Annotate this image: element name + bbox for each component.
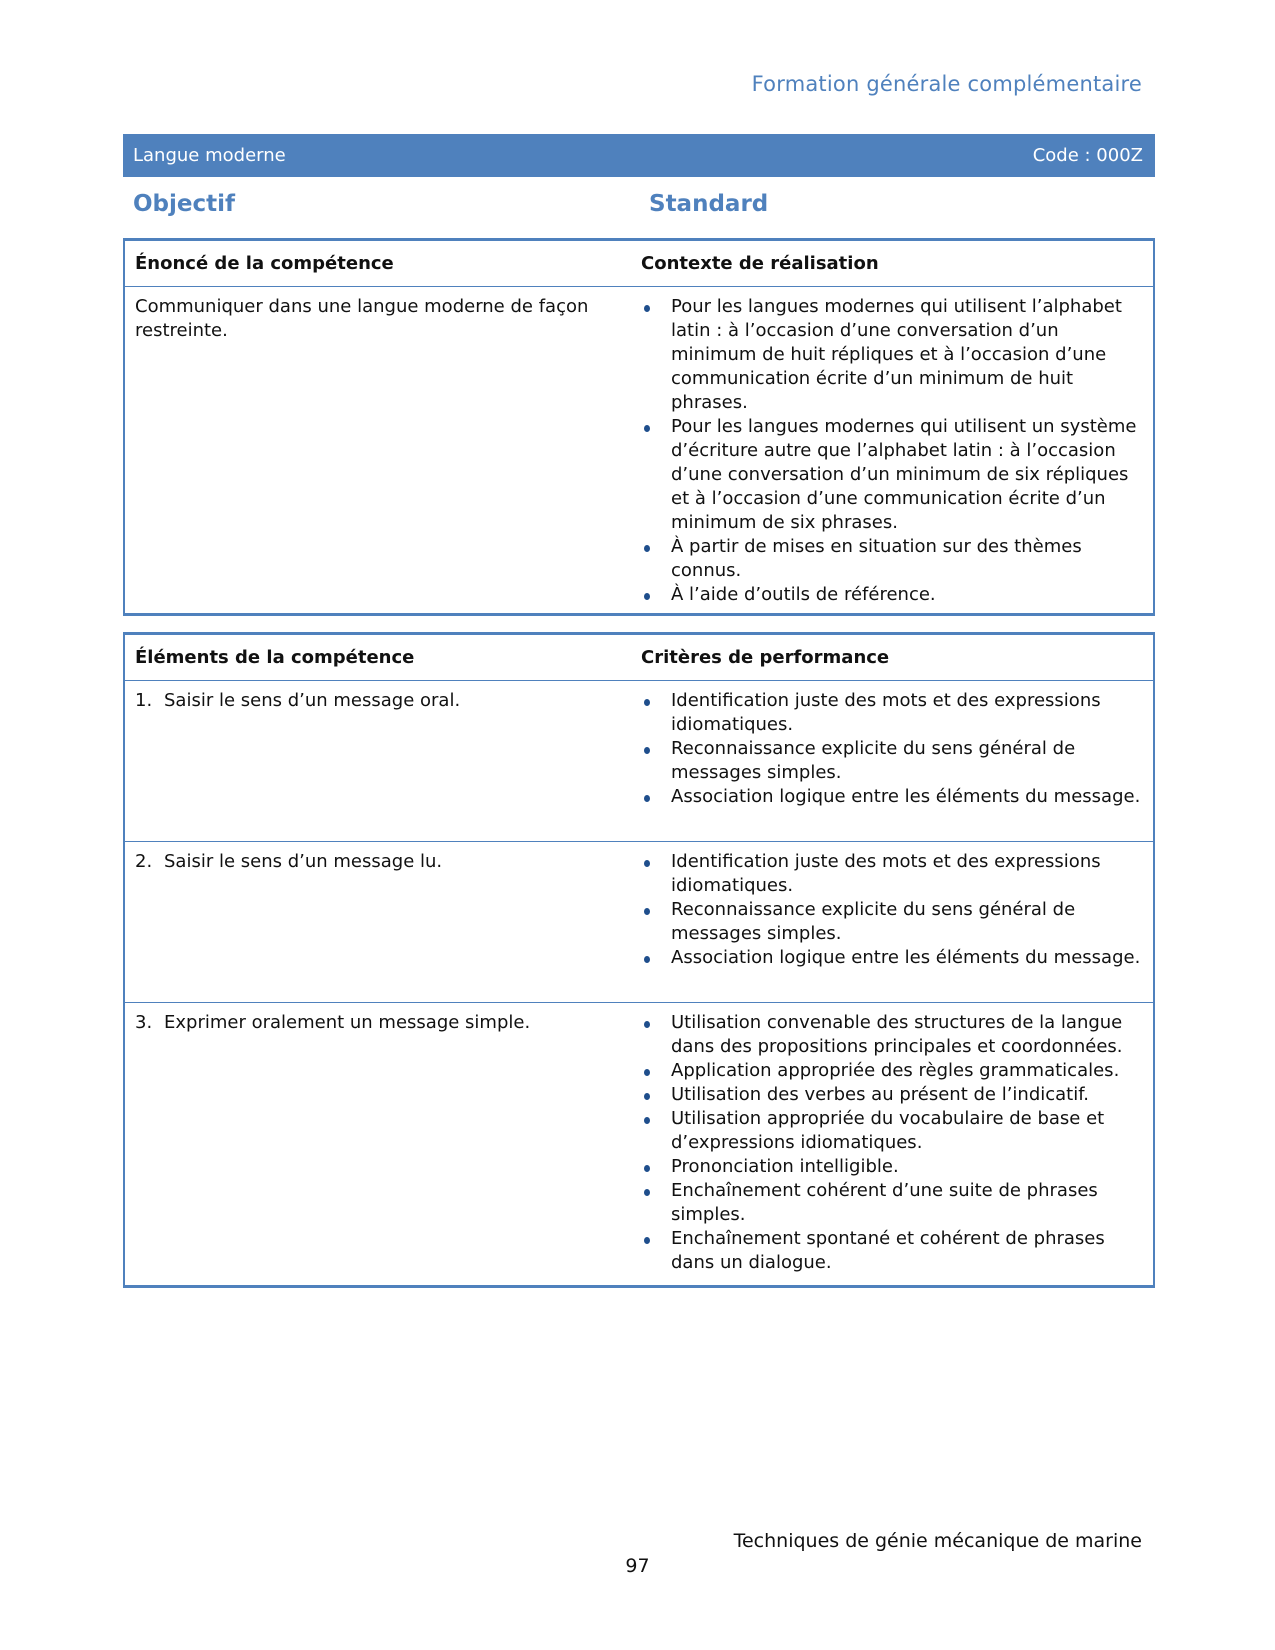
list-item: Association logique entre les éléments du message.	[641, 785, 1145, 809]
list-item: Utilisation appropriée du vocabulaire de base et d’expressions idiomatiques.	[641, 1107, 1145, 1155]
list-item: Reconnaissance explicite du sens général de messages simples.	[641, 737, 1145, 785]
element-text: Saisir le sens d’un message lu.	[164, 851, 443, 872]
table-header-row	[125, 241, 1153, 287]
context-list	[641, 287, 1145, 607]
elements-table	[123, 632, 1155, 1288]
course-code: Code : 000Z	[1032, 145, 1143, 166]
list-item: Identification juste des mots et des expressions idiomatiques.	[641, 850, 1145, 898]
element-cell	[125, 842, 635, 1002]
competence-statement: Communiquer dans une langue moderne de façon restreinte.	[135, 296, 589, 341]
standard-heading: Standard	[649, 191, 769, 217]
list-item: À partir de mises en situation sur des thèmes connus.	[641, 535, 1145, 583]
footer-program-title: Techniques de génie mécanique de marine	[733, 1530, 1142, 1552]
list-item: Association logique entre les éléments du message.	[641, 946, 1145, 970]
element-cell	[125, 681, 635, 841]
list-item: Enchaînement cohérent d’une suite de phrases simples.	[641, 1179, 1145, 1227]
element-cell	[125, 1003, 635, 1285]
column-header-enonce: Énoncé de la compétence	[135, 253, 394, 274]
column-header-criteres: Critères de performance	[641, 647, 890, 668]
table-header-row	[125, 635, 1153, 681]
criteria-list	[641, 681, 1145, 809]
list-item: Utilisation des verbes au présent de l’indicatif.	[641, 1083, 1145, 1107]
element-number: 1.	[135, 690, 153, 711]
element-number: 2.	[135, 851, 153, 872]
list-item: Reconnaissance explicite du sens général de messages simples.	[641, 898, 1145, 946]
table-row	[125, 842, 1153, 1003]
competence-table	[123, 238, 1155, 616]
list-item: À l’aide d’outils de référence.	[641, 583, 1145, 607]
column-header-elements: Éléments de la compétence	[135, 647, 415, 668]
list-item: Enchaînement spontané et cohérent de phrases dans un dialogue.	[641, 1227, 1145, 1275]
running-head: Formation générale complémentaire	[751, 72, 1142, 96]
criteria-list	[641, 1003, 1145, 1275]
column-header-contexte: Contexte de réalisation	[641, 253, 879, 274]
list-item: Pour les langues modernes qui utilisent l’alphabet latin : à l’occasion d’une conversation d’un minimum de huit répliques et à l’occasion d’une communication écrite d’un minimum de huit phrases.	[641, 295, 1145, 415]
element-text: Exprimer oralement un message simple.	[164, 1012, 531, 1033]
element-number: 3.	[135, 1012, 153, 1033]
course-banner	[123, 134, 1155, 177]
page-number: 97	[625, 1555, 650, 1577]
objectif-heading: Objectif	[133, 191, 236, 217]
list-item: Utilisation convenable des structures de la langue dans des propositions principales et coordonnées.	[641, 1011, 1145, 1059]
list-item: Application appropriée des règles grammaticales.	[641, 1059, 1145, 1083]
section-headings	[133, 191, 1153, 223]
criteria-list	[641, 842, 1145, 970]
list-item: Pour les langues modernes qui utilisent un système d’écriture autre que l’alphabet latin : à l’occasion d’une conversation d’un minimum de six répliques et à l’occasion d’une communication écrite d’un minimum de six phrases.	[641, 415, 1145, 535]
element-text: Saisir le sens d’un message oral.	[164, 690, 461, 711]
table-row	[125, 681, 1153, 842]
table-row	[125, 287, 1153, 607]
list-item: Prononciation intelligible.	[641, 1155, 1145, 1179]
course-title: Langue moderne	[133, 145, 286, 166]
list-item: Identification juste des mots et des expressions idiomatiques.	[641, 689, 1145, 737]
table-row	[125, 1003, 1153, 1285]
